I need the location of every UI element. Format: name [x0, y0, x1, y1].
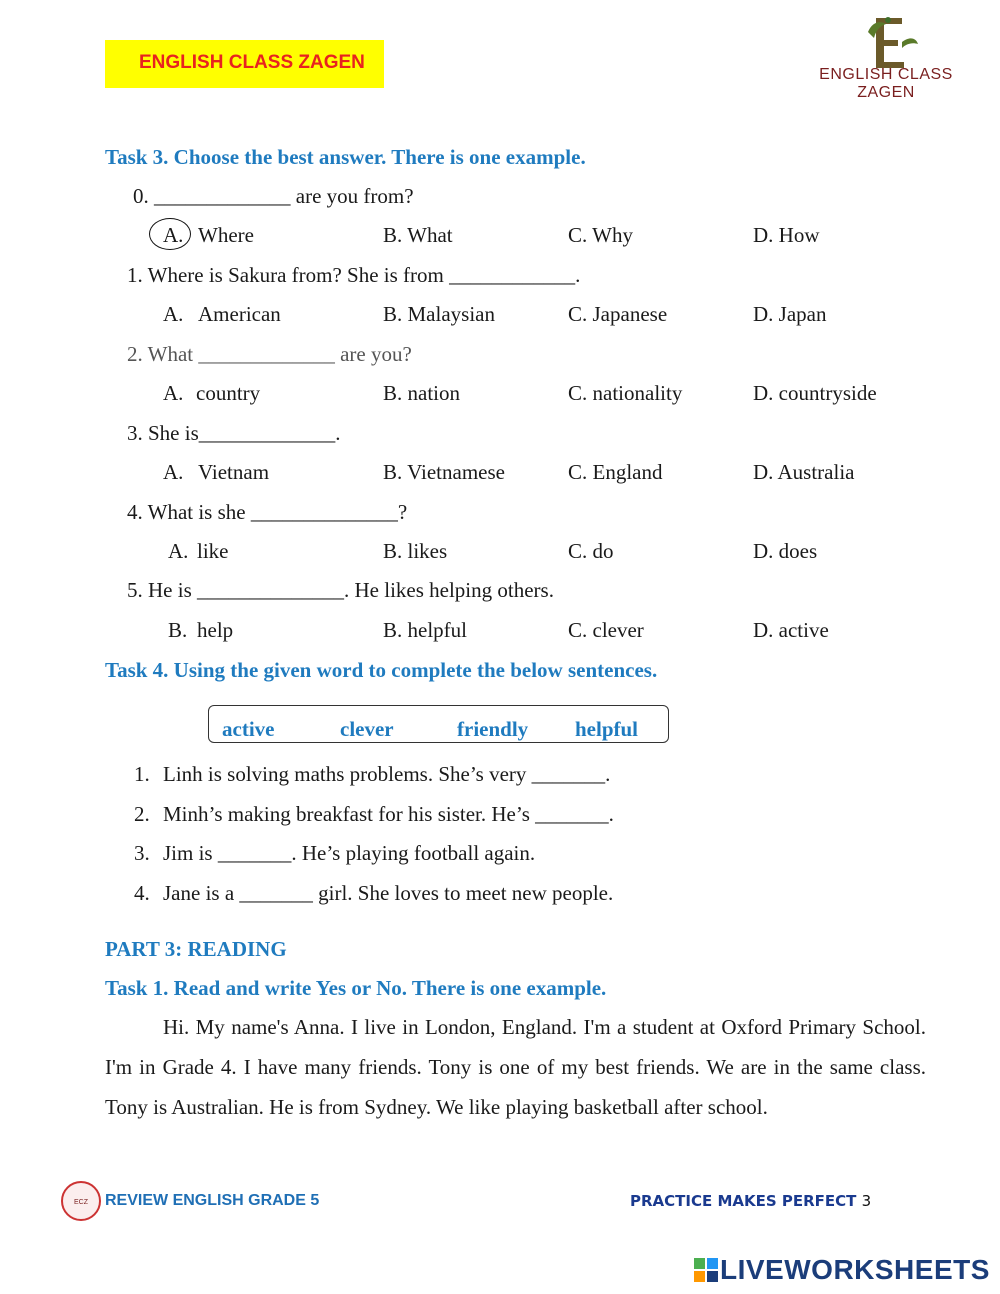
question-3: 3. She is_____________.: [127, 421, 341, 445]
q1-option-a[interactable]: American: [198, 302, 281, 326]
q0-option-b[interactable]: B. What: [383, 223, 453, 247]
q5-option-d[interactable]: D. active: [753, 618, 829, 642]
q4-option-a[interactable]: like: [197, 539, 229, 563]
logo-emblem-icon: [806, 12, 966, 72]
logo-text: ENGLISH CLASS ZAGEN: [819, 66, 953, 101]
task4-title: Task 4. Using the given word to complete the below sentences.: [105, 658, 658, 682]
q2-option-c[interactable]: C. nationality: [568, 381, 683, 405]
reading-passage: Hi. My name's Anna. I live in London, England. I'm a student at Oxford Primary School. I'm in Grade 4. I have many friends. Tony is one of my best friends. We are in the same class. Tony is Australian. He is from Sydney. We like playing basketball after school.: [105, 1015, 926, 1119]
word-bank: [208, 705, 669, 743]
q5-option-c[interactable]: C. clever: [568, 618, 644, 642]
q3-option-a[interactable]: Vietnam: [198, 460, 270, 484]
page-number: 3: [861, 1192, 872, 1210]
q2-option-b[interactable]: B. nation: [383, 381, 460, 405]
q1-option-d[interactable]: D. Japan: [753, 302, 827, 326]
q5-option-a-letter[interactable]: B.: [168, 618, 188, 642]
word-bank-item[interactable]: clever: [340, 717, 394, 741]
q0-option-a[interactable]: Where: [198, 223, 254, 247]
q0-option-a-letter[interactable]: A.: [163, 223, 184, 247]
q3-option-d[interactable]: D. Australia: [753, 460, 855, 484]
liveworksheets-text: LIVEWORKSHEETS: [720, 1254, 990, 1285]
sentence-number: 2.: [134, 802, 150, 826]
part3-title: PART 3: READING: [105, 937, 287, 961]
sentence-4[interactable]: Jane is a _______ girl. She loves to meet new people.: [163, 881, 614, 905]
svg-text:ECZ: ECZ: [74, 1199, 88, 1206]
word-bank-item[interactable]: active: [222, 717, 275, 741]
question-4: 4. What is she ______________?: [127, 500, 408, 524]
question-0: 0. _____________ are you from?: [133, 184, 414, 208]
footer-right: [630, 1192, 871, 1210]
q1-option-a-letter[interactable]: A.: [163, 302, 184, 326]
part3-task1-title: Task 1. Read and write Yes or No. There is one example.: [105, 976, 607, 1000]
q5-option-a[interactable]: help: [197, 618, 234, 642]
q1-option-c[interactable]: C. Japanese: [568, 302, 668, 326]
q2-option-d[interactable]: D. countryside: [753, 381, 877, 405]
sentence-number: 3.: [134, 841, 150, 865]
q0-option-d[interactable]: D. How: [753, 223, 820, 247]
word-bank-item[interactable]: helpful: [575, 717, 639, 741]
q4-option-a-letter[interactable]: A.: [168, 539, 189, 563]
q4-option-d[interactable]: D. does: [753, 539, 818, 563]
footer-right-text: PRACTICE MAKES PERFECT: [630, 1192, 857, 1210]
header-badge: [105, 40, 384, 88]
q2-option-a-letter[interactable]: A.: [163, 381, 184, 405]
class-logo: [806, 12, 966, 101]
sentence-2[interactable]: Minh’s making breakfast for his sister. He’s _______.: [163, 802, 614, 826]
footer-left-text: REVIEW ENGLISH GRADE 5: [105, 1192, 320, 1209]
sentence-number: 1.: [134, 762, 150, 786]
sentence-number: 4.: [134, 881, 150, 905]
q5-option-b[interactable]: B. helpful: [383, 618, 467, 642]
liveworksheets-icon: [694, 1258, 718, 1282]
q4-option-c[interactable]: C. do: [568, 539, 614, 563]
q0-option-c[interactable]: C. Why: [568, 223, 633, 247]
q3-option-c[interactable]: C. England: [568, 460, 663, 484]
question-2: 2. What _____________ are you?: [127, 342, 412, 366]
header-badge-text: ENGLISH CLASS ZAGEN: [139, 52, 365, 73]
question-5: 5. He is ______________. He likes helping others.: [127, 578, 554, 602]
word-bank-item[interactable]: friendly: [457, 717, 529, 741]
q3-option-b[interactable]: B. Vietnamese: [383, 460, 505, 484]
q2-option-a[interactable]: country: [196, 381, 261, 405]
sentence-1[interactable]: Linh is solving maths problems. She’s very _______.: [163, 762, 611, 786]
question-1: 1. Where is Sakura from? She is from ____________.: [127, 263, 581, 287]
q4-option-b[interactable]: B. likes: [383, 539, 448, 563]
footer-logo-icon: [60, 1180, 102, 1222]
q3-option-a-letter[interactable]: A.: [163, 460, 184, 484]
q1-option-b[interactable]: B. Malaysian: [383, 302, 495, 326]
sentence-3[interactable]: Jim is _______. He’s playing football again.: [163, 841, 536, 865]
task3-title: Task 3. Choose the best answer. There is one example.: [105, 145, 586, 169]
